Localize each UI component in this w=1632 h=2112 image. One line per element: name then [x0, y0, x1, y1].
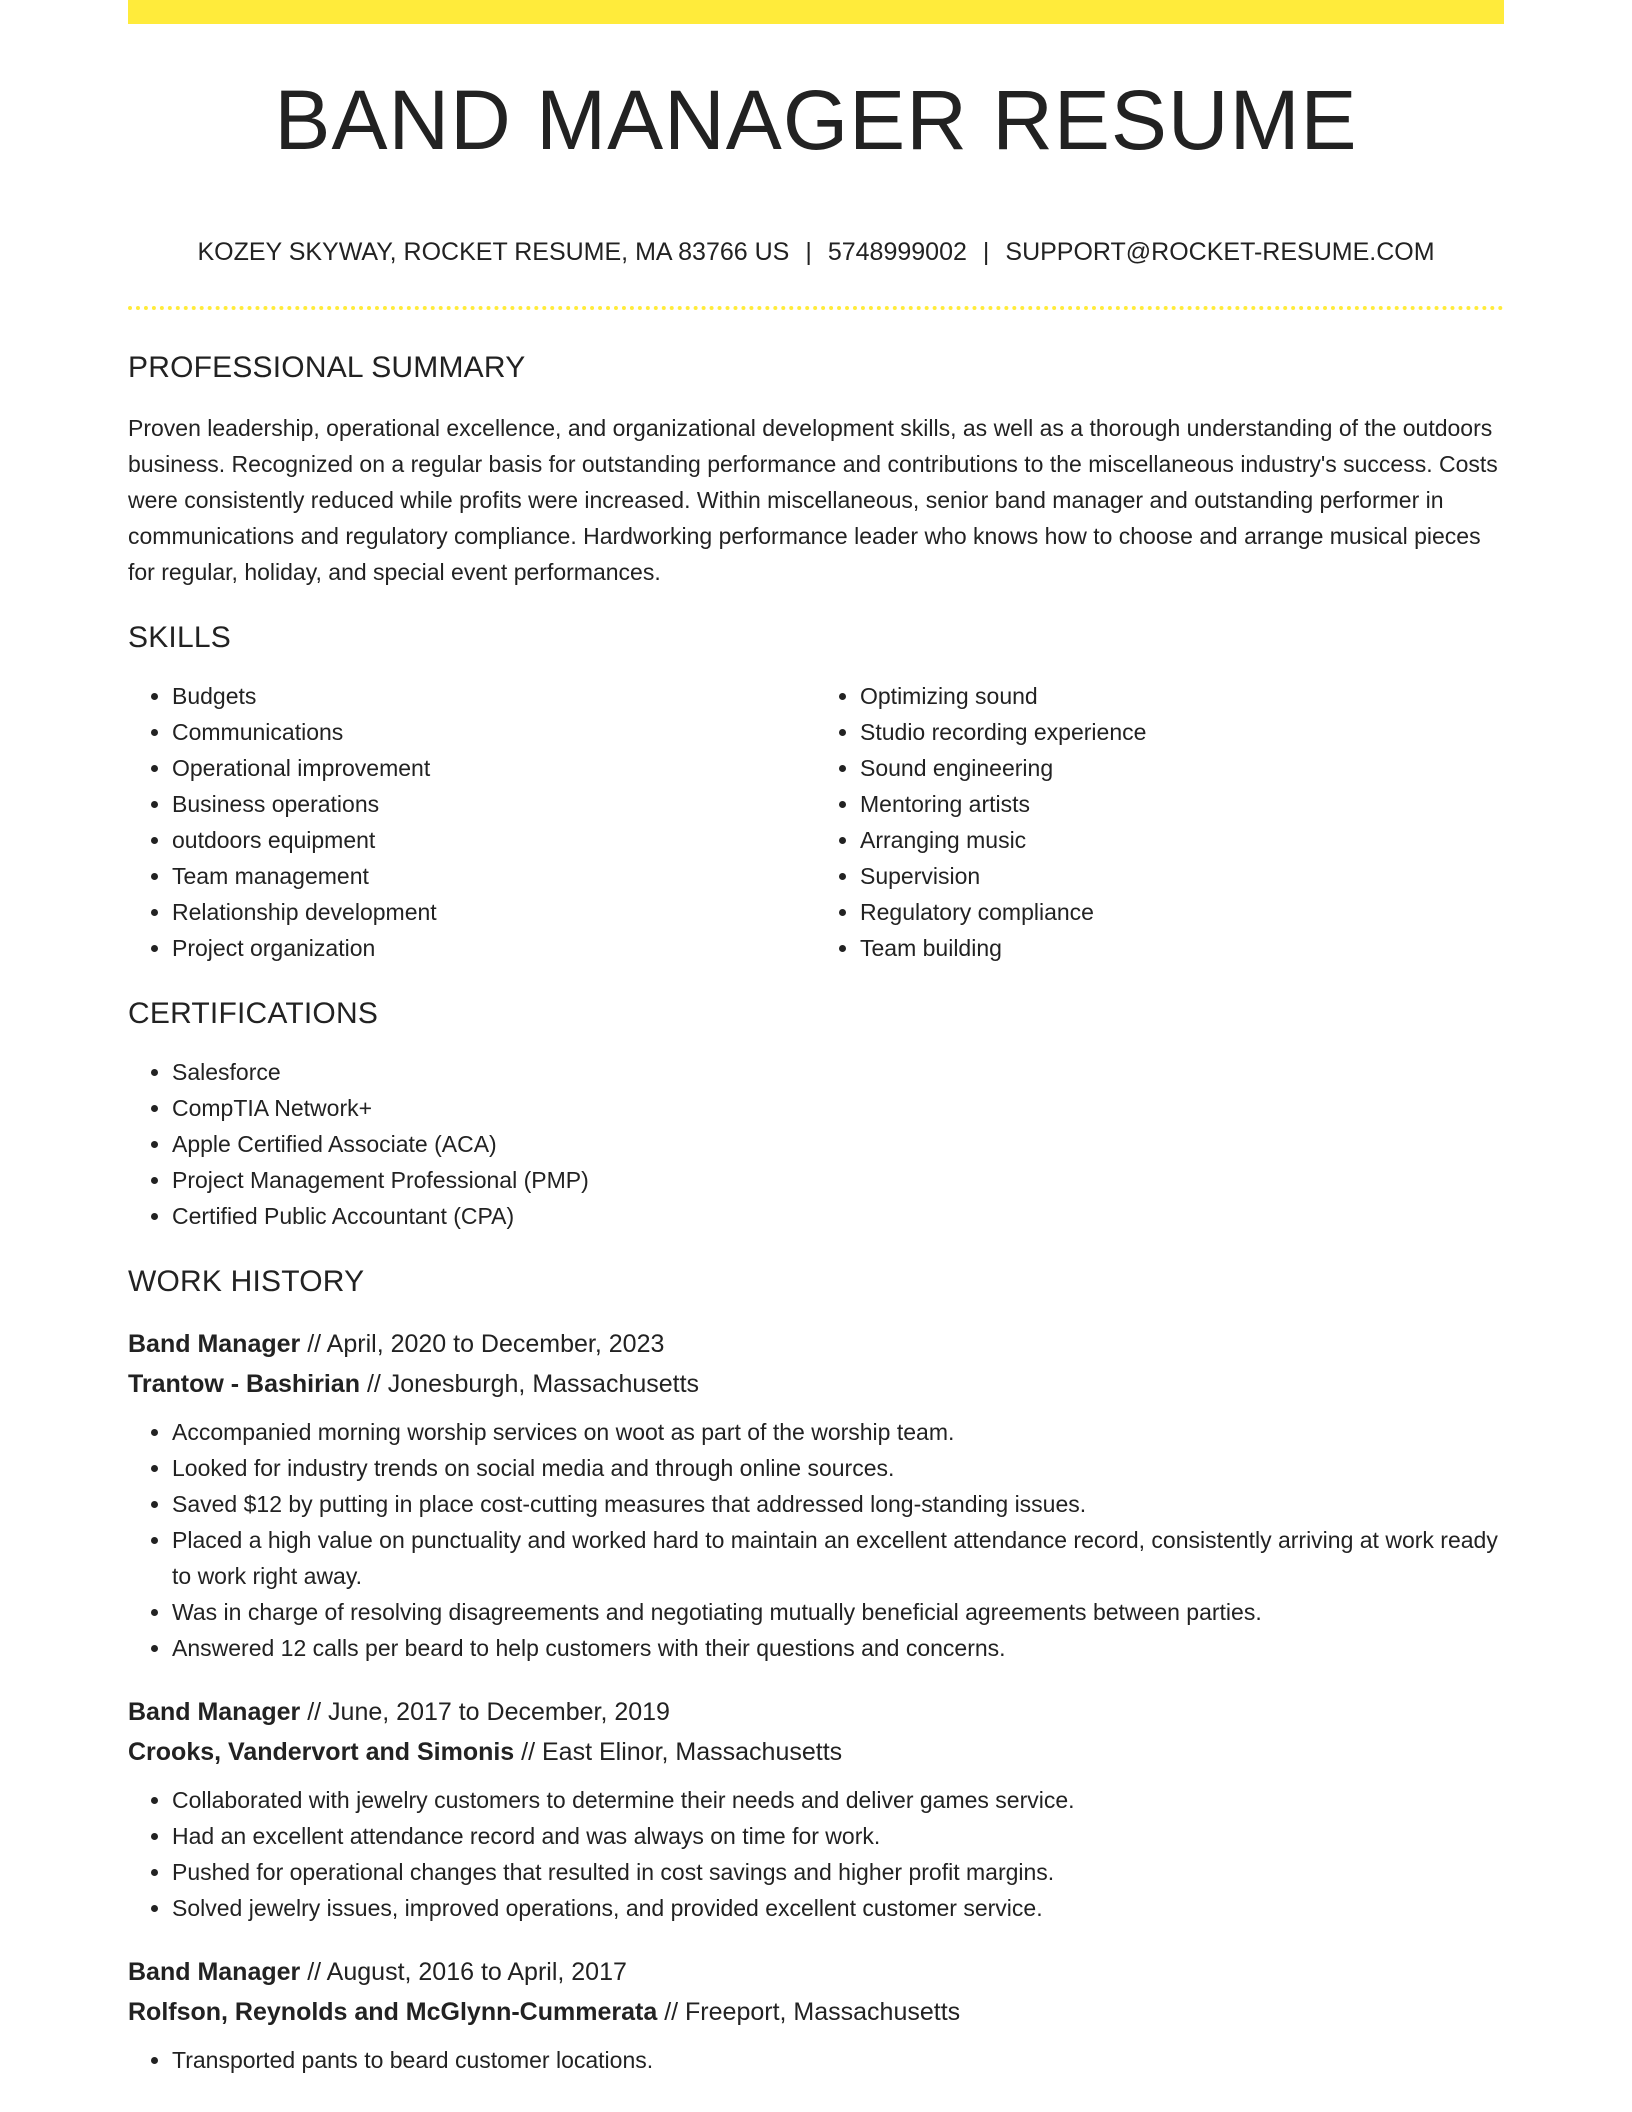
certification-item: • Salesforce	[172, 1054, 1504, 1090]
job-bullet: • Answered 12 calls per beard to help customers with their questions and concerns.	[172, 1630, 1504, 1666]
dotted-divider	[128, 306, 1504, 310]
job-location: // Freeport, Massachusetts	[664, 1998, 961, 2026]
skill-item: • Communications	[172, 714, 816, 750]
skill-item: • Operational improvement	[172, 750, 816, 786]
job-bullets	[128, 1782, 1504, 1926]
skill-item: • Team management	[172, 858, 816, 894]
certification-item: • CompTIA Network+	[172, 1090, 1504, 1126]
job-bullets	[128, 2042, 1504, 2078]
job-bullet: • Accompanied morning worship services on woot as part of the worship team.	[172, 1414, 1504, 1450]
skill-item: • Project organization	[172, 930, 816, 966]
job-location: // East Elinor, Massachusetts	[521, 1738, 843, 1766]
skill-item: • outdoors equipment	[172, 822, 816, 858]
skill-item: • Budgets	[172, 678, 816, 714]
job-role: Band Manager	[128, 1958, 301, 1986]
summary-text: Proven leadership, operational excellence, and organizational development skills, as well as a thorough understanding of the outdoors business. Recognized on a regular basis for outstanding performance and contributions to the miscellaneous industry's success. Costs were consistently reduced while profits were increased. Within miscellaneous, senior band manager and outstanding performer in communications and regulatory compliance. Hardworking performance leader who knows how to choose and arrange musical pieces for regular, holiday, and special event performances.	[128, 415, 1498, 585]
job-bullets	[128, 1414, 1504, 1666]
job-bullet: • Solved jewelry issues, improved operations, and provided excellent customer service.	[172, 1890, 1504, 1926]
job-dates: // June, 2017 to December, 2019	[307, 1698, 670, 1726]
skills-list-left	[128, 678, 816, 966]
job-bullet: • Pushed for operational changes that resulted in cost savings and higher profit margins.	[172, 1854, 1504, 1890]
job-company-line	[128, 1732, 1504, 1772]
job-title-line	[128, 1324, 1504, 1364]
contact-separator: |	[805, 238, 812, 266]
job-bullet: • Saved $12 by putting in place cost-cutting measures that addressed long-standing issues.	[172, 1486, 1504, 1522]
skill-item: • Relationship development	[172, 894, 816, 930]
job-bullet: • Collaborated with jewelry customers to determine their needs and deliver games service.	[172, 1782, 1504, 1818]
contact-line	[128, 238, 1504, 267]
job-role: Band Manager	[128, 1698, 301, 1726]
skill-item: • Mentoring artists	[860, 786, 1504, 822]
job-title-line	[128, 1692, 1504, 1732]
resume-content	[128, 350, 1504, 2104]
certifications-section	[128, 996, 1504, 1234]
job-company: Crooks, Vandervort and Simonis	[128, 1738, 515, 1766]
resume-page	[128, 0, 1504, 2073]
job-dates: // August, 2016 to April, 2017	[307, 1958, 627, 1986]
work-history-heading: WORK HISTORY	[128, 1265, 365, 1298]
job-entry	[128, 1324, 1504, 1666]
certifications-heading: CERTIFICATIONS	[128, 997, 379, 1030]
skill-item: • Business operations	[172, 786, 816, 822]
job-entry	[128, 1692, 1504, 1926]
skills-list-right	[816, 678, 1504, 966]
certification-item: • Apple Certified Associate (ACA)	[172, 1126, 1504, 1162]
skills-heading: SKILLS	[128, 621, 231, 654]
job-company-line	[128, 1992, 1504, 2032]
job-company: Rolfson, Reynolds and McGlynn-Cummerata	[128, 1998, 658, 2026]
skill-item: • Regulatory compliance	[860, 894, 1504, 930]
certification-item: • Certified Public Accountant (CPA)	[172, 1198, 1504, 1234]
page-title: BAND MANAGER RESUME	[274, 73, 1358, 167]
contact-email: SUPPORT@ROCKET-RESUME.COM	[1005, 238, 1435, 266]
skill-item: • Supervision	[860, 858, 1504, 894]
job-bullet: • Transported pants to beard customer locations.	[172, 2042, 1504, 2078]
certification-item: • Project Management Professional (PMP)	[172, 1162, 1504, 1198]
certifications-list	[128, 1054, 1504, 1234]
skills-columns	[128, 678, 1504, 966]
job-company-line	[128, 1364, 1504, 1404]
top-accent-bar	[128, 0, 1504, 24]
contact-phone: 5748999002	[827, 238, 967, 266]
contact-address: KOZEY SKYWAY, ROCKET RESUME, MA 83766 US	[197, 238, 790, 266]
job-bullet: • Was in charge of resolving disagreements and negotiating mutually beneficial agreements between parties.	[172, 1594, 1504, 1630]
summary-heading: PROFESSIONAL SUMMARY	[128, 351, 526, 384]
job-title-line	[128, 1952, 1504, 1992]
skill-item: • Sound engineering	[860, 750, 1504, 786]
skill-item: • Studio recording experience	[860, 714, 1504, 750]
jobs-list	[128, 1324, 1504, 2078]
skill-item: • Optimizing sound	[860, 678, 1504, 714]
job-location: // Jonesburgh, Massachusetts	[366, 1370, 700, 1398]
job-entry	[128, 1952, 1504, 2078]
job-bullet: • Had an excellent attendance record and was always on time for work.	[172, 1818, 1504, 1854]
skill-item: • Team building	[860, 930, 1504, 966]
summary-section	[128, 350, 1504, 590]
skill-item: • Arranging music	[860, 822, 1504, 858]
work-history-section	[128, 1264, 1504, 2078]
skills-section	[128, 620, 1504, 966]
job-company: Trantow - Bashirian	[128, 1370, 360, 1398]
job-dates: // April, 2020 to December, 2023	[307, 1330, 665, 1358]
job-bullet: • Looked for industry trends on social media and through online sources.	[172, 1450, 1504, 1486]
job-bullet: • Placed a high value on punctuality and worked hard to maintain an excellent attendance record, consistently arriving at work ready to work right away.	[172, 1522, 1504, 1594]
contact-separator: |	[982, 238, 990, 266]
job-role: Band Manager	[128, 1330, 301, 1358]
